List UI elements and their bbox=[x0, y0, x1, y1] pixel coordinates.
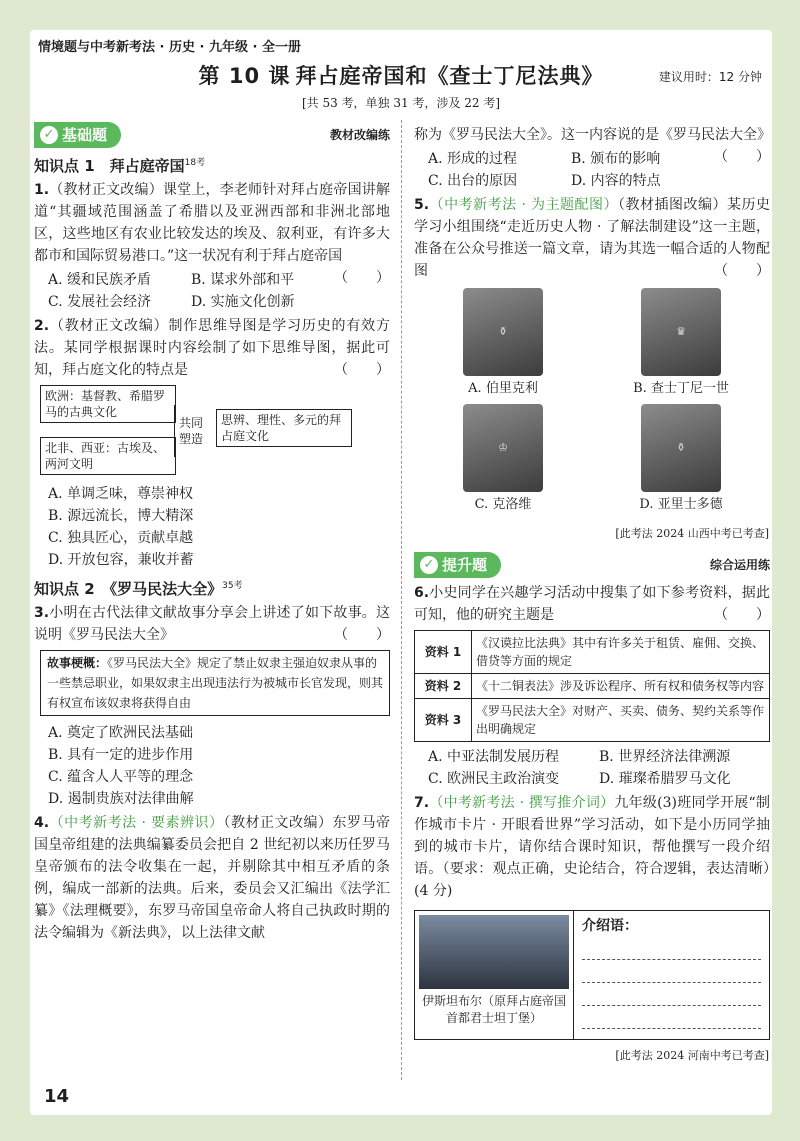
city-photo bbox=[419, 915, 569, 989]
check-icon: ✓ bbox=[420, 556, 438, 574]
section-basic-label: ✓ 基础题 bbox=[34, 122, 121, 148]
option[interactable]: C. 蕴含人人平等的理念 bbox=[48, 769, 194, 785]
option[interactable]: B. 具有一定的进步作用 bbox=[48, 747, 194, 763]
knowledge-point-2: 知识点 2 《罗马民法大全》$^{35考}$ bbox=[34, 580, 243, 598]
question-2: 2.（教材正文改编）制作思维导图是学习历史的有效方法。某同学根据课时内容绘制了如下思维导图，据此可知，拜占庭文化的特点是 （ ） bbox=[34, 318, 390, 378]
option[interactable]: C. 出台的原因 bbox=[428, 173, 518, 189]
option[interactable]: D. 开放包容，兼收并蓄 bbox=[48, 552, 194, 568]
materials-table bbox=[414, 630, 770, 742]
story-box: 故事梗概：《罗马民法大全》规定了禁止奴隶主强迫奴隶从事的一些禁忌职业，如果奴隶主出现违法行为被城市长官发现，则其有权宣布该奴隶将获得自由 bbox=[40, 650, 390, 716]
question-6: 6.小史同学在兴趣学习活动中搜集了如下参考资料，据此可知，他的研究主题是 （ ） bbox=[414, 585, 770, 623]
answer-line[interactable] bbox=[582, 1006, 761, 1029]
option[interactable]: D. 遏制贵族对法律曲解 bbox=[48, 791, 194, 807]
section-advanced-tag: 综合运用练 bbox=[709, 558, 770, 572]
portrait-image: ⚱ bbox=[641, 404, 721, 492]
portrait-image: ⚱ bbox=[463, 288, 543, 376]
option[interactable]: A. 奠定了欧洲民法基础 bbox=[48, 725, 194, 741]
option[interactable]: C. 欧洲民主政治演变 bbox=[428, 771, 560, 787]
figure-option-d[interactable]: ⚱ D. 亚里士多德 bbox=[592, 404, 770, 516]
figure-option-a[interactable]: ⚱ A. 伯里克利 bbox=[414, 288, 592, 400]
option[interactable]: C. 独具匠心，贡献卓越 bbox=[48, 530, 194, 546]
option[interactable]: B. 颁布的影响 bbox=[571, 151, 661, 167]
question-1: 1.（教材正文改编）课堂上，李老师针对拜占庭帝国讲解道“其疆域范围涵盖了希腊以及亚洲西部和非洲北部地区，这些地区有农业比较发达的埃及、叙利亚，有许多大都市和国际贸易港口。”这一状况有利于拜占庭帝国 （ ） bbox=[34, 182, 390, 286]
option[interactable]: D. 内容的特点 bbox=[571, 173, 661, 189]
series-header: 情境题与中考新考法 · 历史 · 九年级 · 全一册 bbox=[38, 40, 301, 55]
mind-map-connector: 共同塑造 bbox=[178, 416, 203, 446]
answer-line[interactable] bbox=[582, 937, 761, 960]
question-1-options bbox=[34, 269, 334, 313]
option[interactable]: B. 世界经济法律溯源 bbox=[599, 749, 731, 765]
question-4-continued: 称为《罗马民法大全》。这一内容说的是《罗马民法大全》 （ ） bbox=[414, 127, 771, 165]
lesson-name: 拜占庭帝国和《查士丁尼法典》 bbox=[295, 64, 604, 88]
knowledge-point-1: 知识点 1 拜占庭帝国$^{18考}$ bbox=[34, 157, 206, 175]
question-6-options bbox=[414, 746, 770, 790]
source-note: [此考法 2024 河南中考已考查] bbox=[615, 1049, 769, 1062]
intro-label: 介绍语： bbox=[582, 918, 638, 934]
section-basic bbox=[34, 122, 390, 148]
answer-line[interactable] bbox=[582, 960, 761, 983]
question-4-options bbox=[414, 148, 714, 192]
column-divider bbox=[401, 120, 402, 1080]
figure-grid bbox=[414, 288, 770, 516]
option[interactable]: D. 实施文化创新 bbox=[191, 294, 295, 310]
city-card-photo: 伊斯坦布尔（原拜占庭帝国首都君士坦丁堡） bbox=[415, 911, 574, 1039]
mind-map-box-result: 思辨、理性、多元的拜占庭文化 bbox=[216, 409, 352, 447]
check-icon: ✓ bbox=[40, 126, 58, 144]
portrait-image: ♛ bbox=[641, 288, 721, 376]
suggested-time: 建议用时：12 分钟 bbox=[658, 70, 762, 84]
option[interactable]: A. 中亚法制发展历程 bbox=[428, 749, 560, 765]
option[interactable]: A. 单调乏味，尊崇神权 bbox=[48, 486, 194, 502]
city-card bbox=[414, 910, 770, 1040]
section-advanced bbox=[414, 552, 770, 578]
left-column bbox=[34, 122, 390, 946]
option[interactable]: C. 发展社会经济 bbox=[48, 294, 152, 310]
question-4: 4.（中考新考法 · 要素辨识）（教材正文改编）东罗马帝国皇帝组建的法典编纂委员会把自 2 世纪初以来历任罗马皇帝颁布的法令收集在一起，并剔除其中相互矛盾的条例，编成一部新的法典。后来，委员会又汇编出《法学汇纂》《法理概要》，东罗马帝国皇帝命人将自己执政时期的法令编辑为《新法典》，以上法律文献 bbox=[34, 815, 391, 941]
right-column bbox=[414, 122, 770, 1068]
lesson-number: 第 10 课 bbox=[198, 64, 291, 88]
answer-line[interactable] bbox=[582, 983, 761, 1006]
figure-option-c[interactable]: ♔ C. 克洛维 bbox=[414, 404, 592, 516]
mind-map bbox=[40, 385, 390, 479]
source-note: [此考法 2024 山西中考已考查] bbox=[615, 527, 769, 540]
page bbox=[30, 30, 772, 1115]
mind-map-line bbox=[174, 405, 175, 457]
table-row: 资料 1 《汉谟拉比法典》其中有许多关于租赁、雇佣、交换、借贷等方面的规定 bbox=[415, 631, 770, 674]
exam-count: [共 53 考，单独 31 考，涉及 22 考] bbox=[301, 96, 501, 110]
question-5: 5.（中考新考法 · 为主题配图）（教材插图改编）某历史学习小组围绕“走近历史人物 · 了解法制建设”这一主题，准备在公众号推送一篇文章，请为其选一幅合适的人物配图 （ ） bbox=[414, 197, 770, 279]
intro-answer-area[interactable] bbox=[574, 911, 769, 1039]
option[interactable]: A. 缓和民族矛盾 bbox=[48, 272, 152, 288]
question-2-options bbox=[34, 483, 390, 571]
mind-map-box-africa: 北非、西亚：古埃及、两河文明 bbox=[40, 437, 176, 475]
option[interactable]: B. 谋求外部和平 bbox=[191, 272, 295, 288]
figure-option-b[interactable]: ♛ B. 查士丁尼一世 bbox=[592, 288, 770, 400]
table-row: 资料 2 《十二铜表法》涉及诉讼程序、所有权和债务权等内容 bbox=[415, 674, 770, 699]
option[interactable]: B. 源远流长，博大精深 bbox=[48, 508, 194, 524]
option[interactable]: A. 形成的过程 bbox=[428, 151, 518, 167]
mind-map-box-europe: 欧洲：基督教、希腊罗马的古典文化 bbox=[40, 385, 176, 423]
page-number: 14 bbox=[44, 1086, 70, 1107]
table-row: 资料 3 《罗马民法大全》对财产、买卖、债务、契约关系等作出明确规定 bbox=[415, 699, 770, 742]
portrait-image: ♔ bbox=[463, 404, 543, 492]
question-7: 7.（中考新考法 · 撰写推介词）九年级(3)班同学开展“制作城市卡片 · 开眼看世界”学习活动，如下是小历同学抽到的城市卡片，请你结合课时知识，帮他撰写一段介绍语。（要求：观点正确，史论结合，符合逻辑，表达清晰）(4 分) bbox=[414, 795, 770, 899]
section-advanced-label: ✓ 提升题 bbox=[414, 552, 501, 578]
option[interactable]: D. 璀璨希腊罗马文化 bbox=[599, 771, 731, 787]
section-basic-tag: 教材改编练 bbox=[329, 128, 390, 142]
question-3: 3.小明在古代法律文献故事分享会上讲述了如下故事。这说明《罗马民法大全》 （ ） bbox=[34, 605, 390, 643]
question-3-options bbox=[34, 722, 390, 810]
